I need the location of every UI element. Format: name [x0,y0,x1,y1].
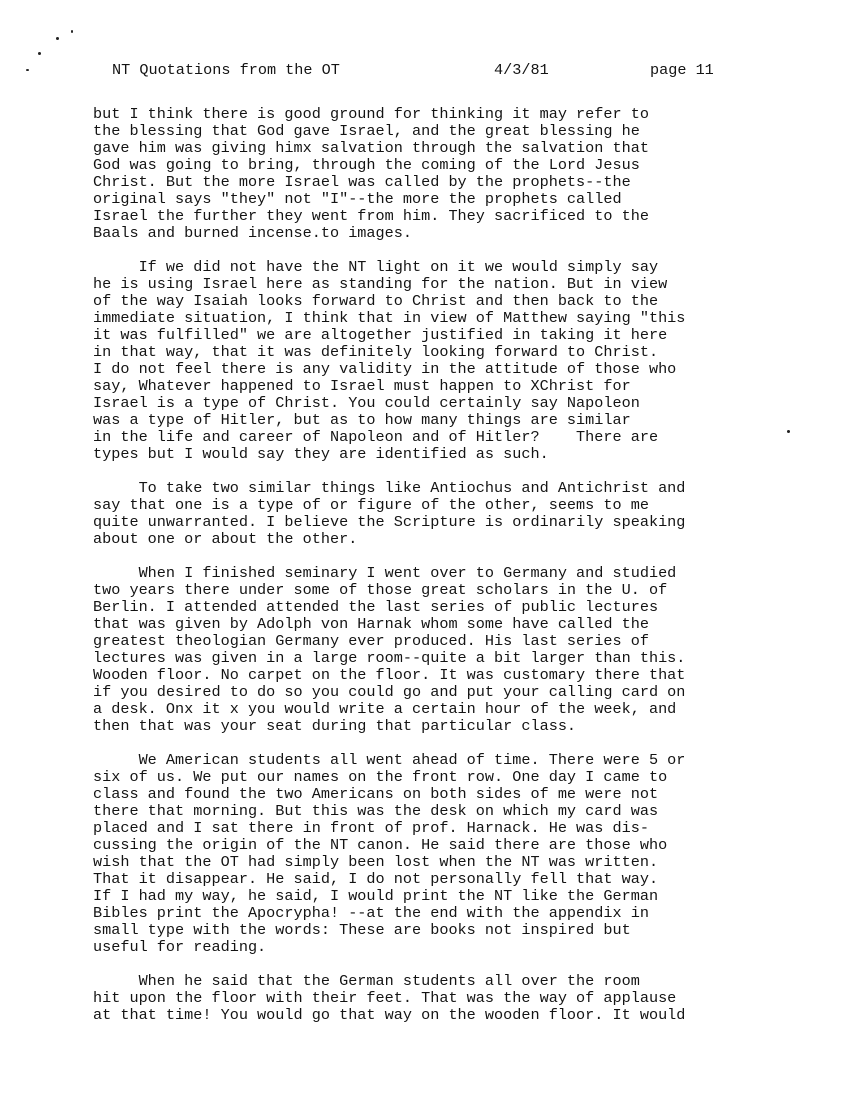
text-line: hit upon the floor with their feet. That was the way of applause [93,989,677,1007]
text-line: then that was your seat during that particular class. [93,717,577,735]
text-line: gave him was giving himx salvation through the salvation that [93,139,649,157]
header-page-number: page 11 [650,61,714,79]
text-line: To take two similar things like Antiochus and Antichrist and [93,479,686,497]
text-line: say that one is a type of or figure of the other, seems to me [93,496,649,514]
text-line: Bibles print the Apocrypha! --at the end with the appendix in [93,904,649,922]
paragraph [93,752,783,956]
text-line: If I had my way, he said, I would print the NT like the German [93,887,659,905]
scan-speck [56,37,59,40]
text-line: there that morning. But this was the desk on which my card was [93,802,659,820]
text-line: he is using Israel here as standing for the nation. But in view [93,275,668,293]
text-line: in that way, that it was definitely looking forward to Christ. [93,343,659,361]
paragraph [93,565,783,735]
text-line: original says "they" not "I"--the more the prophets called [93,190,622,208]
text-line: Baals and burned incense.to images. [93,224,412,242]
text-line: two years there under some of those great scholars in the U. of [93,581,668,599]
text-line: types but I would say they are identified as such. [93,445,549,463]
text-line: placed and I sat there in front of prof. Harnack. He was dis- [93,819,649,837]
text-line: Wooden floor. No carpet on the floor. It was customary there that [93,666,686,684]
text-line: When he said that the German students all over the room [93,972,640,990]
text-line: God was going to bring, through the coming of the Lord Jesus [93,156,640,174]
text-line: was a type of Hitler, but as to how many things are similar [93,411,631,429]
text-line: immediate situation, I think that in view of Matthew saying "this [93,309,686,327]
scan-speck [38,52,41,55]
paragraph [93,480,783,548]
text-line: class and found the two Americans on both sides of me were not [93,785,659,803]
text-line: Berlin. I attended attended the last series of public lectures [93,598,659,616]
text-line: I do not feel there is any validity in the attitude of those who [93,360,677,378]
text-line: lectures was given in a large room--quite a bit larger than this. [93,649,686,667]
paragraph [93,259,783,463]
text-line: greatest theologian Germany ever produced. His last series of [93,632,649,650]
text-line: When I finished seminary I went over to Germany and studied [93,564,677,582]
text-line: small type with the words: These are books not inspired but [93,921,631,939]
text-line: Israel is a type of Christ. You could certainly say Napoleon [93,394,640,412]
paragraph [93,106,783,242]
scan-speck [71,30,73,33]
text-line: Israel the further they went from him. They sacrificed to the [93,207,649,225]
text-line: quite unwarranted. I believe the Scripture is ordinarily speaking [93,513,686,531]
text-line: useful for reading. [93,938,267,956]
text-line: that was given by Adolph von Harnak whom some have called the [93,615,649,633]
text-line: but I think there is good ground for thinking it may refer to [93,105,649,123]
text-line: in the life and career of Napoleon and of Hitler? There are [93,428,659,446]
text-line: If we did not have the NT light on it we would simply say [93,258,659,276]
body-text [93,106,783,1041]
text-line: it was fulfilled" we are altogether justified in taking it here [93,326,668,344]
scan-speck [787,430,790,433]
text-line: Christ. But the more Israel was called by the prophets--the [93,173,631,191]
paragraph [93,973,783,1024]
header-date: 4/3/81 [494,61,549,79]
page-header [112,61,814,81]
text-line: say, Whatever happened to Israel must happen to XChrist for [93,377,631,395]
text-line: if you desired to do so you could go and put your calling card on [93,683,686,701]
text-line: wish that the OT had simply been lost when the NT was written. [93,853,659,871]
text-line: That it disappear. He said, I do not personally fell that way. [93,870,659,888]
text-line: cussing the origin of the NT canon. He said there are those who [93,836,668,854]
text-line: about one or about the other. [93,530,358,548]
text-line: at that time! You would go that way on the wooden floor. It would [93,1006,686,1024]
text-line: the blessing that God gave Israel, and the great blessing he [93,122,640,140]
scan-speck [26,69,29,71]
text-line: of the way Isaiah looks forward to Christ and then back to the [93,292,659,310]
text-line: six of us. We put our names on the front row. One day I came to [93,768,668,786]
text-line: a desk. Onx it x you would write a certain hour of the week, and [93,700,677,718]
header-title: NT Quotations from the OT [112,61,340,79]
text-line: We American students all went ahead of time. There were 5 or [93,751,686,769]
